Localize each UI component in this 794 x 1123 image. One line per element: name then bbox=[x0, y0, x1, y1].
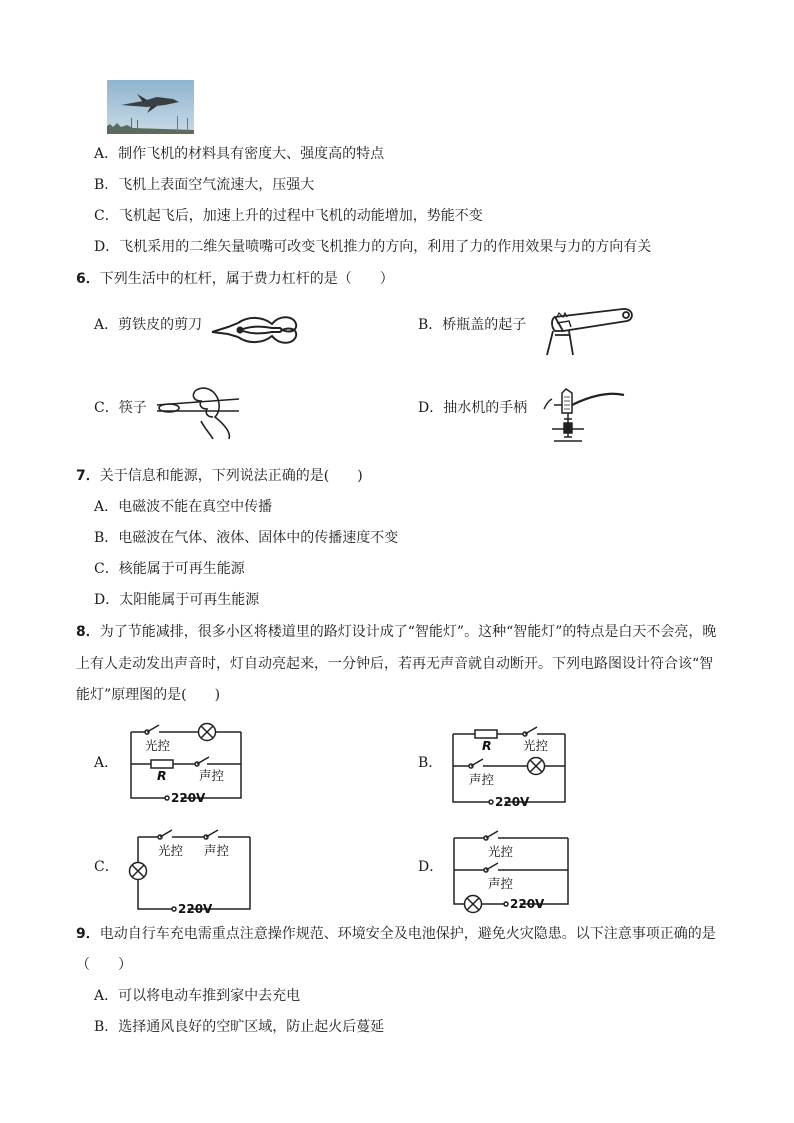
q6-option-a: A．剪铁皮的剪刀 bbox=[94, 317, 203, 333]
question-8-line-3: 能灯”原理图的是( ) bbox=[76, 687, 221, 703]
circuit-a bbox=[125, 718, 250, 808]
q6-option-d: D．抽水机的手柄 bbox=[418, 400, 528, 416]
q5-option-d: D．飞机采用的二维矢量喷嘴可改变飞机推力的方向，利用了力的作用效果与力的方向有关 bbox=[94, 239, 652, 255]
question-6 bbox=[76, 270, 394, 288]
circuit-d bbox=[450, 828, 575, 920]
circuit-d-voltage-label: 220V bbox=[510, 897, 545, 911]
circuit-a-voltage-label: 220V bbox=[171, 791, 206, 804]
question-7-stem: 关于信息和能源，下列说法正确的是( ) bbox=[99, 468, 363, 484]
question-9-number: 9． bbox=[76, 926, 100, 942]
circuit-b-resistor-label: R bbox=[482, 738, 492, 753]
question-9-line-2: （ ） bbox=[76, 957, 132, 973]
question-9-line-1 bbox=[76, 925, 716, 943]
question-8-line-1 bbox=[76, 623, 716, 641]
question-8-number: 8． bbox=[76, 624, 100, 640]
q8-option-b: B． bbox=[418, 755, 443, 771]
q8-option-c: C． bbox=[94, 859, 119, 875]
pump-handle-image bbox=[532, 383, 626, 453]
q6-option-c: C．筷子 bbox=[94, 400, 147, 416]
chopsticks-image bbox=[155, 383, 241, 445]
q6-option-b: B．桥瓶盖的起子 bbox=[418, 317, 527, 333]
q5-option-c: C．飞机起飞后，加速上升的过程中飞机的动能增加，势能不变 bbox=[94, 208, 483, 224]
question-6-number: 6． bbox=[76, 271, 100, 287]
circuit-c bbox=[124, 825, 254, 919]
q5-option-b: B．飞机上表面空气流速大，压强大 bbox=[94, 177, 315, 193]
q9-option-b: B．选择通风良好的空旷区域，防止起火后蔓延 bbox=[94, 1019, 385, 1035]
question-6-stem: 下列生活中的杠杆，属于费力杠杆的是（ ） bbox=[99, 271, 394, 287]
shears-image bbox=[210, 310, 302, 354]
circuit-c-voltage-label: 220V bbox=[178, 902, 213, 915]
question-7 bbox=[76, 467, 363, 485]
question-9-stem-1: 电动自行车充电需重点注意操作规范、环境安全及电池保护，避免火灾隐患。以下注意事项正确的是 bbox=[99, 926, 716, 942]
circuit-c-light-label: 光控 bbox=[158, 843, 184, 858]
circuit-b-light-label: 光控 bbox=[523, 738, 549, 753]
circuit-b-voltage-label: 220V bbox=[495, 795, 530, 808]
circuit-a-resistor-label: R bbox=[157, 768, 167, 783]
question-7-number: 7． bbox=[76, 468, 100, 484]
question-8-line-2: 上有人走动发出声音时，灯自动亮起来，一分钟后，若再无声音就自动断开。下列电路图设计符合该“智 bbox=[76, 656, 714, 672]
q8-option-d: D． bbox=[418, 859, 444, 875]
circuit-d-sound-label: 声控 bbox=[488, 876, 514, 891]
circuit-a-sound-label: 声控 bbox=[199, 768, 225, 783]
circuit-a-light-label: 光控 bbox=[145, 738, 171, 753]
circuit-d-light-label: 光控 bbox=[488, 844, 514, 859]
q7-option-a: A．电磁波不能在真空中传播 bbox=[94, 499, 273, 515]
bottle-opener-image bbox=[543, 305, 637, 361]
q7-option-d: D．太阳能属于可再生能源 bbox=[94, 592, 260, 608]
circuit-b bbox=[447, 722, 572, 812]
q7-option-b: B．电磁波在气体、液体、固体中的传播速度不变 bbox=[94, 530, 399, 546]
question-8-stem-1: 为了节能减排，很多小区将楼道里的路灯设计成了“智能灯”。这种“智能灯”的特点是白天不会亮，晚 bbox=[99, 624, 717, 640]
q5-option-a: A．制作飞机的材料具有密度大、强度高的特点 bbox=[94, 146, 385, 162]
q7-option-c: C．核能属于可再生能源 bbox=[94, 561, 245, 577]
q9-option-a: A．可以将电动车推到家中去充电 bbox=[94, 988, 301, 1004]
q8-option-a: A． bbox=[94, 755, 119, 771]
circuit-b-sound-label: 声控 bbox=[469, 772, 495, 787]
circuit-c-sound-label: 声控 bbox=[204, 843, 230, 858]
jet-photo bbox=[107, 80, 194, 134]
